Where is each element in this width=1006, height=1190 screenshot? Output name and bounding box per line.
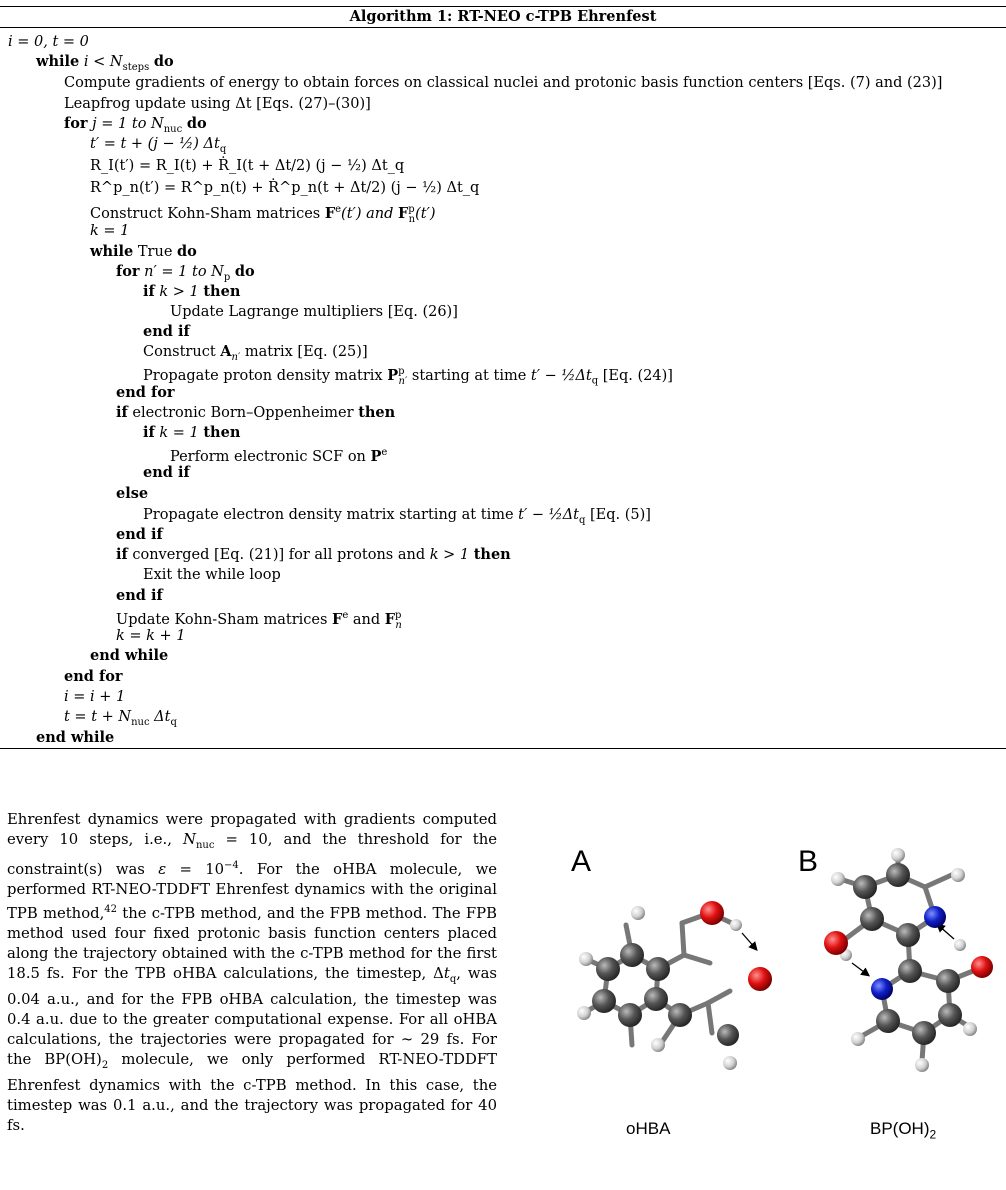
- molecule-drawings: [530, 815, 1006, 1115]
- alg-line-33: i = i + 1: [64, 689, 126, 705]
- alg-line-22: end if: [143, 464, 190, 481]
- alg-line-32: end for: [64, 668, 123, 685]
- alg-line-14: Update Lagrange multipliers [Eq. (26)]: [170, 304, 458, 320]
- alg-line-30: k = k + 1: [116, 628, 186, 644]
- proton-transfer-arrow-b1: [938, 925, 954, 939]
- bottom-rule: [0, 748, 1006, 749]
- molecule-figure: [530, 815, 1006, 1175]
- bpoh2-label: $BP(OH)_2$: [870, 1119, 937, 1142]
- alg-line-4: Leapfrog update using Δt [Eqs. (27)–(30)]: [64, 96, 371, 112]
- alg-line-17: Propagate proton density matrix $P^p_{n'}$ starting at time $t' - \frac{1}{2}\Delta t_q$ [Eq. (24)]: [143, 366, 673, 387]
- alg-line-27: Exit the while loop: [143, 567, 281, 583]
- alg-line-34: $t = t + N_{nuc}$ $\Delta t_q$: [64, 709, 177, 728]
- alg-line-25: end if: [116, 526, 163, 543]
- alg-line-2: while $i < N_{steps}$ do: [36, 53, 174, 73]
- alg-line-19: if electronic Born–Oppenheimer then: [116, 404, 396, 421]
- proton-transfer-arrow-b2: [852, 963, 868, 975]
- panel-a-label: A: [571, 845, 592, 878]
- panel-b-label: B: [798, 845, 819, 878]
- alg-line-16: Construct $A_{n'}$ matrix [Eq. (25)]: [143, 343, 368, 363]
- alg-line-10: k = 1: [90, 223, 130, 239]
- alg-line-18: end for: [116, 384, 175, 401]
- title-rule: [0, 27, 1006, 28]
- bpoh2-molecule: [824, 848, 993, 1072]
- alg-line-8: R^p_n(t′) = R^p_n(t) + Ṙ^p_n(t + Δt/2) (j − ½) Δt_q: [90, 180, 480, 196]
- alg-line-11: while True do: [90, 243, 197, 260]
- alg-line-9: Construct Kohn-Sham matrices $F^e(t')$ and $F^p_n(t')$: [90, 204, 436, 225]
- alg-line-35: end while: [36, 729, 115, 746]
- body-paragraph: Ehrenfest dynamics were propagated with gradients computed every 10 steps, i.e., $N_{nuc} = 10$, and the threshold for the constraint(s) was $\varepsilon = 10^{-4}$. For the oHBA molecule, we performed RT-NEO-TDDFT Ehrenfest dynamics with the original TPB method,$^{42}$ the c-TPB method, and the FPB method. The FPB method used four fixed protonic basis function centers placed along the trajectory obtained with the c-TPB method for the first 18.5 fs. For the TPB oHBA calculations, the timestep, $\Delta t_q$, was 0.04 a.u., and for the FPB oHBA calculation, the timestep was 0.4 a.u. due to the greater computational expense. For all oHBA calculations, the trajectories were propagated for ∼ 29 fs. For the $BP(OH)_2$ molecule, we only performed RT-NEO-TDDFT Ehrenfest dynamics with the c-TPB method. In this case, the timestep was 0.1 a.u., and the trajectory was propagated for 40 fs.: [7, 811, 497, 1134]
- alg-line-26: if converged [Eq. (21)] for all protons and k > 1 then: [116, 546, 511, 563]
- alg-line-23: else: [116, 485, 149, 502]
- alg-line-1: i = 0, t = 0: [8, 34, 89, 50]
- ohba-label: oHBA: [626, 1119, 671, 1138]
- ohba-molecule: [577, 901, 772, 1070]
- proton-transfer-arrow-a: [742, 933, 756, 949]
- alg-line-21: Perform electronic SCF on $P^e$: [170, 447, 388, 465]
- algorithm-title: Algorithm 1: RT-NEO c-TPB Ehrenfest: [349, 8, 657, 25]
- alg-line-5: for j = 1 to $N_{nuc}$ do: [64, 115, 207, 135]
- alg-line-7: R_I(t′) = R_I(t) + Ṙ_I(t + Δt/2) (j − ½) Δt_q: [90, 158, 405, 174]
- alg-line-15: end if: [143, 323, 190, 340]
- alg-line-20: if k = 1 then: [143, 424, 241, 441]
- alg-line-6: t′ = t + (j − ½) $\Delta t_q$: [90, 136, 227, 155]
- alg-line-28: end if: [116, 587, 163, 604]
- alg-line-13: if k > 1 then: [143, 283, 241, 300]
- top-rule: [0, 6, 1006, 7]
- alg-line-24: Propagate electron density matrix starting at time $t' - \frac{1}{2}\Delta t_q$ [Eq. (5)]: [143, 507, 651, 526]
- alg-line-12: for n′ = 1 to $N_p$ do: [116, 263, 255, 283]
- alg-line-31: end while: [90, 647, 169, 664]
- alg-line-3: Compute gradients of energy to obtain forces on classical nuclei and protonic basis function centers [Eqs. (7) and (23)]: [64, 75, 943, 91]
- alg-line-29: Update Kohn-Sham matrices $F^e$ and $F^p_n$: [116, 610, 402, 631]
